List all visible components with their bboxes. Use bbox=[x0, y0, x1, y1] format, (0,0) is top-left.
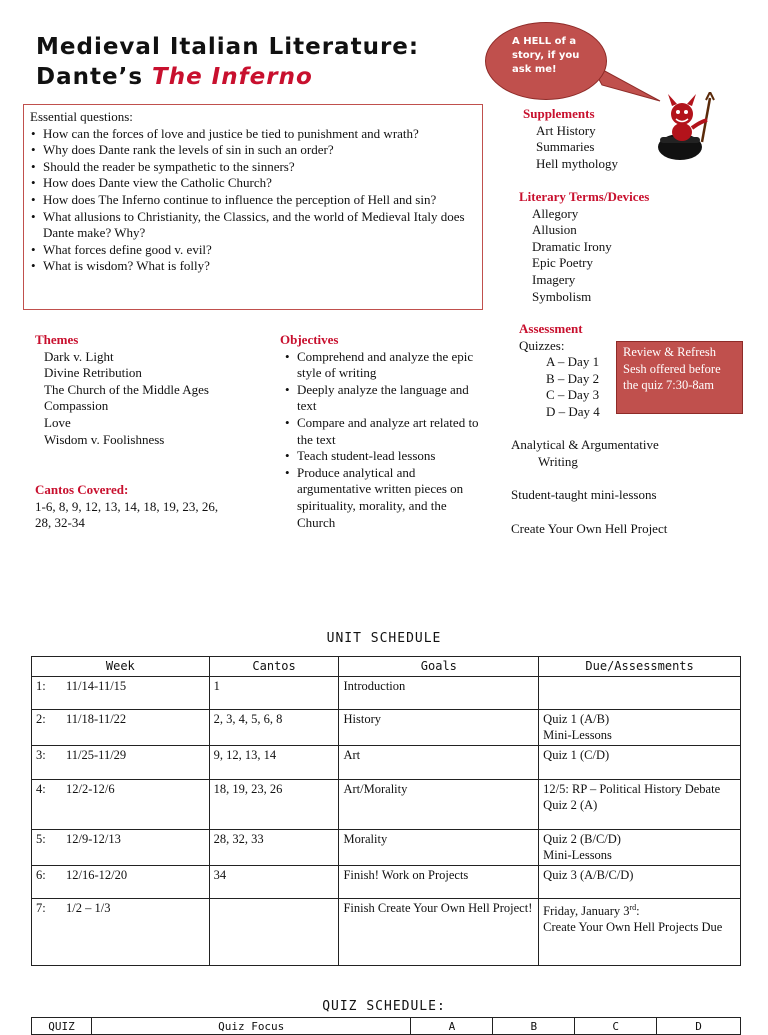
week-number: 5: bbox=[36, 831, 46, 846]
column-header: C bbox=[575, 1018, 657, 1035]
cantos-covered-list: 1-6, 8, 9, 12, 13, 14, 18, 19, 23, 26, 28, 32-34 bbox=[35, 498, 219, 531]
quiz-schedule-title: QUIZ SCHEDULE: bbox=[322, 999, 446, 1014]
column-header: Quiz Focus bbox=[91, 1018, 411, 1035]
cantos-cell bbox=[209, 898, 339, 965]
table-row bbox=[32, 709, 741, 745]
objective-item: • Comprehend and analyze the epic style of writing bbox=[297, 349, 485, 382]
week-dates: 12/9-12/13 bbox=[66, 831, 121, 846]
essential-question: • How does Dante view the Catholic Church? bbox=[43, 175, 476, 192]
devil-cauldron-icon bbox=[652, 92, 724, 162]
quiz-day-item: D – Day 4 bbox=[546, 403, 600, 419]
cantos-covered-section bbox=[35, 482, 235, 532]
due-cell bbox=[539, 676, 741, 709]
table-row bbox=[32, 898, 741, 965]
quizzes-label: Quizzes: bbox=[519, 337, 565, 353]
literary-term-item: Dramatic Irony bbox=[532, 238, 612, 254]
literary-terms-heading: Literary Terms/Devices bbox=[519, 189, 650, 204]
week-cell bbox=[32, 829, 210, 865]
goals-cell: Art/Morality bbox=[339, 779, 539, 829]
due-cell: Quiz 2 (B/C/D) Mini-Lessons bbox=[539, 829, 741, 865]
unit-schedule-title: UNIT SCHEDULE bbox=[326, 631, 442, 646]
table-row bbox=[32, 676, 741, 709]
column-header: Goals bbox=[339, 657, 539, 677]
mini-lessons-text: Student-taught mini-lessons bbox=[511, 487, 657, 503]
due-cell: Quiz 1 (A/B) Mini-Lessons bbox=[539, 709, 741, 745]
essential-question: • What allusions to Christianity, the Classics, and the world of Medieval Italy does Dante make? Why? bbox=[43, 209, 476, 242]
column-header: Due/Assessments bbox=[539, 657, 741, 677]
week-number: 2: bbox=[36, 711, 46, 726]
objectives-section bbox=[280, 332, 485, 531]
literary-terms-section bbox=[519, 189, 649, 305]
goals-cell: Art bbox=[339, 745, 539, 779]
theme-item: Love bbox=[44, 414, 71, 430]
literary-term-item: Allegory bbox=[532, 205, 579, 221]
quiz-day-item: C – Day 3 bbox=[546, 387, 600, 403]
quiz-day-item: A – Day 1 bbox=[546, 354, 600, 370]
week-number: 1: bbox=[36, 678, 46, 693]
supplement-item: Hell mythology bbox=[536, 155, 618, 171]
table-row bbox=[32, 829, 741, 865]
essential-question: • What forces define good v. evil? bbox=[43, 242, 476, 259]
week-cell bbox=[32, 898, 210, 965]
essential-question: • How does The Inferno continue to influence the perception of Hell and sin? bbox=[43, 192, 476, 209]
unit-schedule-table bbox=[31, 656, 741, 966]
week-dates: 1/2 – 1/3 bbox=[66, 900, 111, 915]
themes-heading: Themes bbox=[35, 332, 79, 347]
due-date-suffix: rd bbox=[629, 902, 637, 912]
week-cell bbox=[32, 709, 210, 745]
page-title bbox=[36, 32, 419, 92]
assessment-heading: Assessment bbox=[519, 321, 583, 336]
essential-questions-list bbox=[30, 126, 476, 275]
supplement-item: Summaries bbox=[536, 139, 595, 155]
due-cell: Quiz 3 (A/B/C/D) bbox=[539, 865, 741, 898]
objective-item: • Compare and analyze art related to the text bbox=[297, 415, 485, 448]
supplements-section bbox=[523, 106, 618, 172]
theme-item: Wisdom v. Foolishness bbox=[44, 431, 165, 447]
due-date-text: Friday, January 3 bbox=[543, 903, 630, 918]
week-cell bbox=[32, 865, 210, 898]
speech-bubble: A HELL of a story, if you ask me! bbox=[485, 22, 607, 100]
quiz-day-item: B – Day 2 bbox=[546, 370, 600, 386]
week-number: 3: bbox=[36, 747, 46, 762]
objectives-heading: Objectives bbox=[280, 332, 339, 347]
goals-cell: Morality bbox=[339, 829, 539, 865]
objective-item: • Teach student-lead lessons bbox=[297, 448, 485, 465]
week-dates: 11/14-11/15 bbox=[66, 678, 127, 693]
due-cell: Quiz 1 (C/D) bbox=[539, 745, 741, 779]
objectives-list bbox=[280, 349, 485, 532]
goals-cell: Finish Create Your Own Hell Project! bbox=[339, 898, 539, 965]
week-cell bbox=[32, 745, 210, 779]
week-dates: 11/18-11/22 bbox=[66, 711, 127, 726]
theme-item: The Church of the Middle Ages bbox=[44, 381, 209, 397]
objective-item: • Produce analytical and argumentative written pieces on spirituality, morality, and the Church bbox=[297, 465, 485, 531]
essential-question: • Why does Dante rank the levels of sin in such an order? bbox=[43, 142, 476, 159]
literary-term-item: Imagery bbox=[532, 271, 576, 287]
essential-question: • What is wisdom? What is folly? bbox=[43, 258, 476, 275]
analytical-writing-line1: Analytical & Argumentative bbox=[511, 437, 659, 452]
week-dates: 12/2-12/6 bbox=[66, 781, 115, 796]
week-number: 6: bbox=[36, 867, 46, 882]
week-number: 4: bbox=[36, 781, 46, 796]
goals-cell: History bbox=[339, 709, 539, 745]
cantos-cell: 1 bbox=[209, 676, 339, 709]
title-line-2 bbox=[36, 62, 419, 92]
column-header: D bbox=[657, 1018, 741, 1035]
table-header-row bbox=[32, 1018, 741, 1035]
cantos-cell: 18, 19, 23, 26 bbox=[209, 779, 339, 829]
title-line-1: Medieval Italian Literature: bbox=[36, 34, 420, 60]
supplements-heading: Supplements bbox=[523, 106, 595, 121]
title-inferno: The Inferno bbox=[152, 64, 313, 90]
quiz-schedule-table bbox=[31, 1017, 741, 1035]
cantos-cell: 28, 32, 33 bbox=[209, 829, 339, 865]
week-number: 7: bbox=[36, 900, 46, 915]
week-cell bbox=[32, 676, 210, 709]
goals-cell: Finish! Work on Projects bbox=[339, 865, 539, 898]
column-header: B bbox=[493, 1018, 575, 1035]
cantos-cell: 34 bbox=[209, 865, 339, 898]
literary-term-item: Epic Poetry bbox=[532, 255, 594, 271]
table-row bbox=[32, 779, 741, 829]
due-cell bbox=[539, 898, 741, 965]
essential-questions-heading: Essential questions: bbox=[30, 109, 133, 124]
cantos-cell: 2, 3, 4, 5, 6, 8 bbox=[209, 709, 339, 745]
assessment-section bbox=[519, 321, 619, 421]
week-dates: 12/16-12/20 bbox=[66, 867, 128, 882]
objective-item: • Deeply analyze the language and text bbox=[297, 382, 485, 415]
theme-item: Dark v. Light bbox=[44, 348, 114, 364]
theme-item: Divine Retribution bbox=[44, 365, 142, 381]
cantos-covered-heading: Cantos Covered: bbox=[35, 482, 129, 497]
essential-questions-box bbox=[23, 104, 483, 310]
week-dates: 11/25-11/29 bbox=[66, 747, 127, 762]
cantos-cell: 9, 12, 13, 14 bbox=[209, 745, 339, 779]
goals-cell: Introduction bbox=[339, 676, 539, 709]
table-row bbox=[32, 745, 741, 779]
due-project-text: : Create Your Own Hell Projects Due bbox=[543, 903, 723, 935]
literary-term-item: Symbolism bbox=[532, 288, 592, 304]
column-header: QUIZ bbox=[32, 1018, 92, 1035]
essential-question: • Should the reader be sympathetic to the sinners? bbox=[43, 159, 476, 176]
analytical-writing-line2: Writing bbox=[538, 453, 578, 469]
themes-section bbox=[35, 332, 209, 448]
supplement-item: Art History bbox=[536, 122, 596, 138]
literary-term-item: Allusion bbox=[532, 222, 577, 238]
column-header: Week bbox=[32, 657, 210, 677]
week-cell bbox=[32, 779, 210, 829]
assessment-extra bbox=[511, 437, 751, 537]
title-dante: Dante’s bbox=[36, 64, 153, 90]
theme-item: Compassion bbox=[44, 398, 109, 414]
due-cell: 12/5: RP – Political History Debate Quiz 2 (A) bbox=[539, 779, 741, 829]
column-header: Cantos bbox=[209, 657, 339, 677]
column-header: A bbox=[411, 1018, 493, 1035]
essential-question: • How can the forces of love and justice be tied to punishment and wrath? bbox=[43, 126, 476, 143]
review-refresh-box: Review & Refresh Sesh offered before the quiz 7:30-8am bbox=[616, 341, 743, 414]
table-header-row bbox=[32, 657, 741, 677]
table-row bbox=[32, 865, 741, 898]
hell-project-text: Create Your Own Hell Project bbox=[511, 520, 668, 536]
